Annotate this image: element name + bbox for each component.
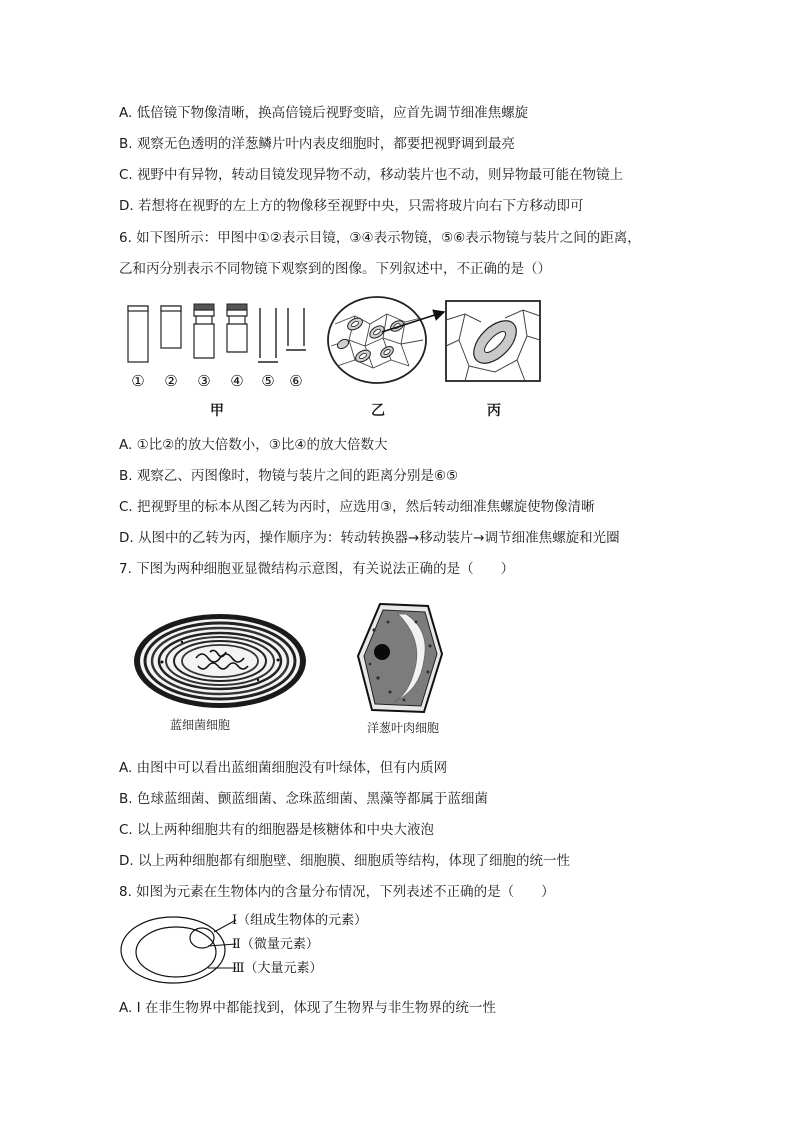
- onion-mesophyll-cell-diagram: [354, 600, 446, 716]
- label-num-6: ⑥: [289, 372, 303, 390]
- figure-label-jia: 甲: [210, 403, 224, 419]
- q5-option-d: D. 若想将在视野的左上方的物像移至视野中央，只需将玻片向右下方移动即可: [119, 198, 584, 214]
- venn-label-1: Ⅰ（组成生物体的元素）: [232, 913, 368, 928]
- venn-label-2: Ⅱ（微量元素）: [232, 937, 319, 952]
- caption-cyanobacteria: 蓝细菌细胞: [170, 718, 231, 732]
- venn-label-3: Ⅲ（大量元素）: [232, 961, 323, 976]
- q6-stem-line-2: 乙和丙分别表示不同物镜下观察到的图像。下列叙述中，不正确的是（）: [119, 261, 551, 277]
- label-num-3: ③: [197, 372, 211, 390]
- q7-option-b: B. 色球蓝细菌、颤蓝细菌、念珠蓝细菌、黑藻等都属于蓝细菌: [119, 791, 488, 807]
- figure-bing-field-of-view: [445, 300, 541, 382]
- venn-middle-set-3: [136, 927, 216, 977]
- q5-option-b: B. 观察无色透明的洋葱鳞片叶内表皮细胞时，都要把视野调到最亮: [119, 136, 515, 152]
- q8-stem: 8. 如图为元素在生物体内的含量分布情况，下列表述不正确的是（ ）: [119, 884, 555, 900]
- element-venn-diagram: [118, 910, 418, 992]
- q7-option-d: D. 以上两种细胞都有细胞壁、细胞膜、细胞质等结构，体现了细胞的统一性: [119, 853, 570, 869]
- label-num-1: ①: [131, 372, 145, 390]
- q5-option-a: A. 低倍镜下物像清晰，换高倍镜后视野变暗，应首先调节细准焦螺旋: [119, 105, 529, 121]
- venn-inner-set-2: [190, 928, 214, 948]
- figure-label-bing: 丙: [487, 403, 501, 419]
- objective-3-shape: [194, 310, 214, 358]
- q8-option-a: A. Ⅰ 在非生物界中都能找到，体现了生物界与非生物界的统一性: [119, 1000, 496, 1016]
- figure-jia-lenses: [120, 300, 320, 395]
- q6-option-c: C. 把视野里的标本从图乙转为丙时，应选用③，然后转动细准焦螺旋使物像清晰: [119, 499, 595, 515]
- label-num-5: ⑤: [261, 372, 275, 390]
- q6-option-a: A. ①比②的放大倍数小，③比④的放大倍数大: [119, 437, 388, 453]
- distance-6-shape: [286, 308, 306, 350]
- cyanobacteria-cell-diagram: [132, 612, 308, 710]
- caption-onion-cell: 洋葱叶肉细胞: [367, 721, 440, 735]
- label-num-2: ②: [164, 372, 178, 390]
- q6-stem-line-1: 6. 如下图所示：甲图中①②表示目镜，③④表示物镜，⑤⑥表示物镜与装片之间的距离，: [119, 230, 641, 246]
- eyepiece-2-shape: [161, 306, 181, 348]
- q6-option-b: B. 观察乙、丙图像时，物镜与装片之间的距离分别是⑥⑤: [119, 468, 459, 484]
- distance-5-shape: [258, 308, 278, 362]
- q6-option-d: D. 从图中的乙转为丙，操作顺序为：转动转换器→移动装片→调节细准焦螺旋和光圈: [119, 530, 620, 546]
- arrow-yi-to-bing: [380, 306, 450, 336]
- objective-4-shape: [227, 310, 247, 352]
- q5-option-c: C. 视野中有异物，转动目镜发现异物不动，移动装片也不动，则异物最可能在物镜上: [119, 167, 624, 183]
- q7-stem: 7. 下图为两种细胞亚显微结构示意图，有关说法正确的是（ ）: [119, 561, 515, 577]
- q7-option-c: C. 以上两种细胞共有的细胞器是核糖体和中央大液泡: [119, 822, 435, 838]
- figure-label-yi: 乙: [371, 403, 385, 419]
- q7-option-a: A. 由图中可以看出蓝细菌细胞没有叶绿体，但有内质网: [119, 760, 448, 776]
- eyepiece-1-shape: [128, 306, 148, 362]
- label-num-4: ④: [230, 372, 244, 390]
